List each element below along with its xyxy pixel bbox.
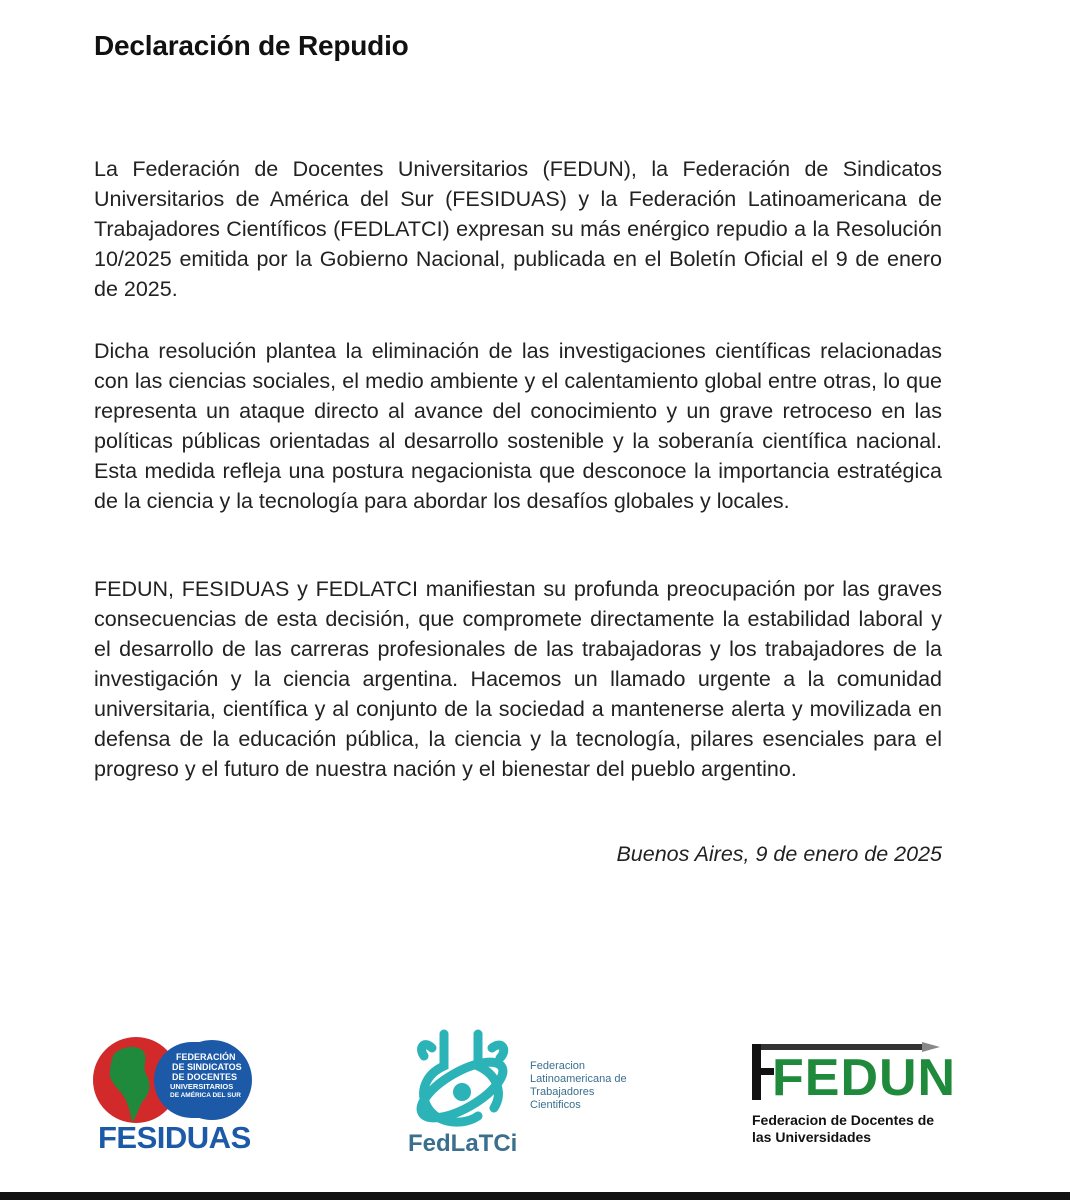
fesiduas-logo xyxy=(92,1036,252,1160)
fedlatci-flask-atom-icon xyxy=(404,1026,528,1130)
paragraph-resolution: Dicha resolución plantea la eliminación de las investigaciones científicas relacionadas con las ciencias sociales, el medio ambiente y el calentamiento global entre otras, lo que representa un ataque directo al avance del conocimiento y un grave retroceso en las políticas públicas orientadas al desarrollo sostenible y la soberanía científica nacional. Esta medida refleja una postura negacionista que desconoce la importancia estratégica de la ciencia y la tecnología para abordar los desafíos globales y locales. xyxy=(94,339,942,513)
fesiduas-globe-icon xyxy=(92,1036,252,1126)
svg-text:DE AMÉRICA DEL SUR: DE AMÉRICA DEL SUR xyxy=(170,1092,241,1099)
paragraph-call-to-action: FEDUN, FESIDUAS y FEDLATCI manifiestan su profunda preocupación por las graves consecuencias de esta decisión, que compromete directamente la estabilidad laboral y el desarrollo de las carreras profesionales de las trabajadoras y los trabajadores de la investigación y la ciencia argentina. Hacemos un llamado urgente a la comunidad universitaria, científica y al conjunto de la sociedad a mantenerse alerta y movilizada en defensa de la educación pública, la ciencia y la tecnología, pilares esenciales para el progreso y el futuro de nuestra nación y el bienestar del pueblo argentino. xyxy=(94,577,942,781)
svg-text:FEDERACIÓN: FEDERACIÓN xyxy=(176,1052,236,1062)
fedlatci-subtitle: Federacion Latinoamericana de Trabajadores Cientificos xyxy=(530,1060,627,1111)
fedlatci-wordmark: FedLaTCi xyxy=(408,1130,518,1157)
fedlatci-logo xyxy=(404,1026,644,1166)
svg-text:DE DOCENTES: DE DOCENTES xyxy=(172,1072,238,1082)
fesiduas-wordmark: FESIDUAS xyxy=(98,1120,251,1155)
bottom-divider xyxy=(0,1192,1070,1200)
page-title: Declaración de Repudio xyxy=(94,30,409,61)
svg-text:DE SINDICATOS: DE SINDICATOS xyxy=(172,1062,242,1072)
svg-text:UNIVERSITARIOS: UNIVERSITARIOS xyxy=(170,1082,234,1091)
place-date-signoff: Buenos Aires, 9 de enero de 2025 xyxy=(616,842,942,866)
fedun-logo xyxy=(750,1040,957,1156)
fedun-subtitle: Federacion de Docentes de las Universidades xyxy=(752,1112,935,1145)
fedun-wordmark: FEDUN xyxy=(772,1049,957,1107)
paragraph-intro: La Federación de Docentes Universitarios (FEDUN), la Federación de Sindicatos Universitarios de América del Sur (FESIDUAS) y la Federación Latinoamericana de Trabajadores Científicos (FEDLATCI) expresan su más enérgico repudio a la Resolución 10/2025 emitida por la Gobierno Nacional, publicada en el Boletín Oficial el 9 de enero de 2025. xyxy=(94,157,942,301)
